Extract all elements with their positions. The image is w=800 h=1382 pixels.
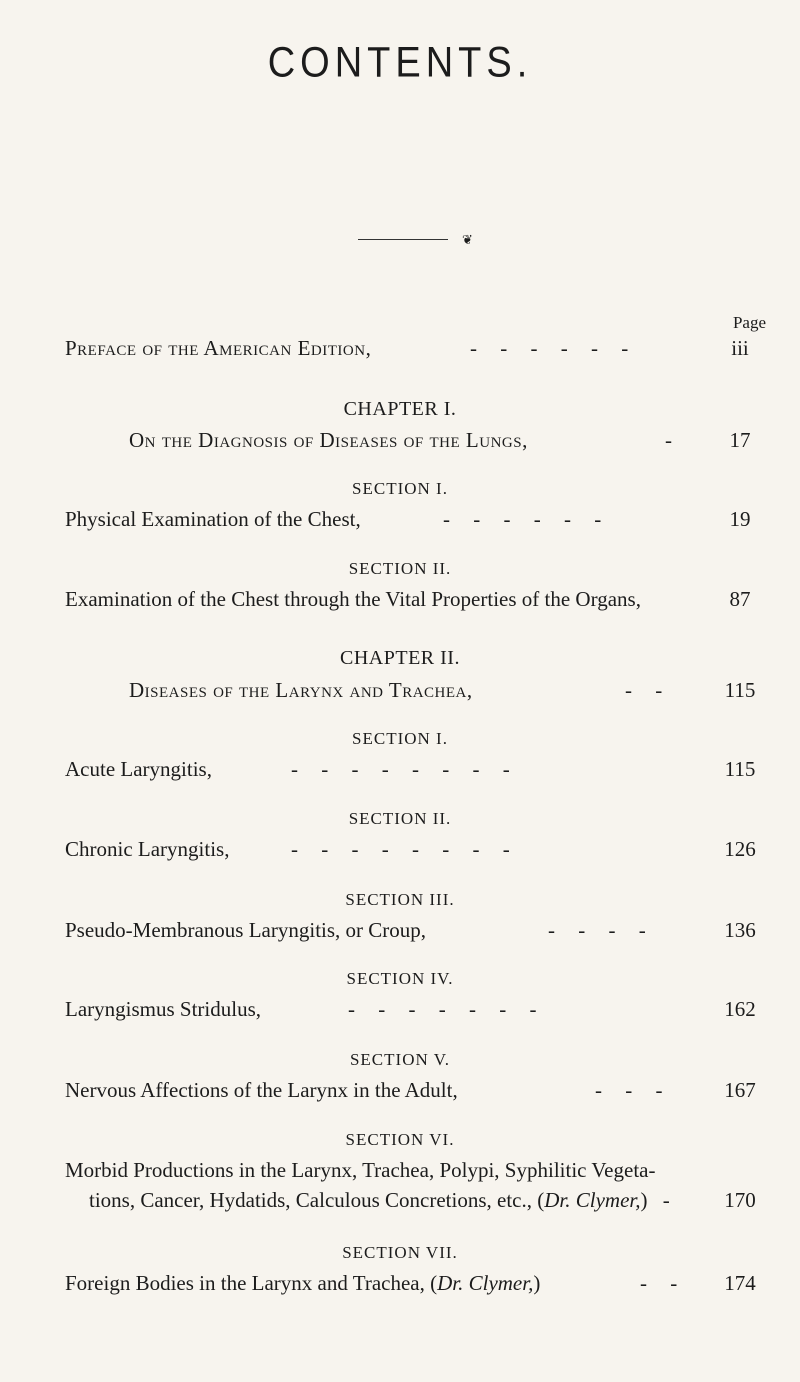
entry-page: iii: [731, 336, 749, 360]
entry-page: 87: [729, 587, 751, 611]
section-heading: SECTION I.: [352, 729, 448, 748]
entry-text-line-1: Morbid Productions in the Larynx, Trachea, Polypi, Syphilitic Vegeta-: [65, 1158, 656, 1182]
section-heading: SECTION VI.: [345, 1130, 455, 1149]
section-heading: SECTION IV.: [346, 969, 454, 988]
entry-leader: - - - - - - - -: [291, 837, 512, 861]
entry-text: Chronic Laryngitis,: [65, 837, 230, 861]
entry-text: Nervous Affections of the Larynx in the Adult,: [65, 1078, 458, 1102]
entry-leader: - -: [640, 1271, 680, 1295]
chapter-heading: CHAPTER I.: [343, 398, 457, 420]
entry-page: 19: [729, 507, 751, 531]
toc-entry-chapter-1[interactable]: [65, 425, 765, 455]
entry-page: 115: [724, 678, 756, 702]
toc-entry-section[interactable]: [65, 1075, 765, 1105]
entry-text: Laryngismus Stridulus,: [65, 997, 262, 1021]
entry-page: 174: [724, 1271, 756, 1295]
title-rule: [358, 239, 448, 240]
entry-leader: - - - -: [548, 918, 648, 942]
ornament-icon: ❦: [462, 232, 473, 247]
toc-entry-section[interactable]: [65, 1155, 765, 1215]
entry-text: Preface of the American Edition,: [65, 336, 372, 360]
page-column-label: Page: [732, 313, 766, 332]
entry-leader: - - - - - -: [443, 507, 604, 531]
entry-leader: - - - - - -: [470, 336, 631, 360]
toc-entry-section[interactable]: [65, 915, 765, 945]
section-heading: SECTION VII.: [342, 1243, 458, 1262]
toc-entry-chapter-2[interactable]: [65, 675, 765, 705]
chapter-heading: CHAPTER II.: [340, 647, 460, 669]
entry-leader: - - - - - - - -: [291, 757, 512, 781]
entry-page: 167: [724, 1078, 756, 1102]
entry-leader: -: [662, 1188, 670, 1212]
author-name: Dr. Clymer,: [544, 1188, 641, 1212]
toc-entry-preface[interactable]: [65, 333, 765, 363]
entry-text: Diseases of the Larynx and Trachea,: [129, 678, 473, 702]
entry-page: 126: [724, 837, 756, 861]
entry-text: Physical Examination of the Chest,: [65, 507, 361, 531]
entry-text-line-2: tions, Cancer, Hydatids, Calculous Concretions, etc., (Dr. Clymer,) -: [89, 1188, 670, 1212]
author-name: Dr. Clymer,: [437, 1271, 534, 1295]
section-heading: SECTION III.: [345, 890, 455, 909]
entry-text: Pseudo-Membranous Laryngitis, or Croup,: [65, 918, 427, 942]
entry-leader: - - - - - - -: [348, 997, 539, 1021]
page-title: CONTENTS.: [267, 39, 533, 87]
entry-leader: - - -: [595, 1078, 665, 1102]
section-heading: SECTION V.: [349, 1050, 451, 1069]
entry-page: 170: [724, 1188, 756, 1212]
entry-page: 136: [724, 918, 756, 942]
entry-page: 17: [729, 428, 751, 452]
entry-text: Acute Laryngitis,: [65, 757, 212, 781]
entry-text: Examination of the Chest through the Vital Properties of the Organs,: [65, 587, 641, 611]
entry-text: On the Diagnosis of Diseases of the Lungs,: [129, 428, 528, 452]
section-heading: SECTION II.: [348, 809, 452, 828]
entry-leader: - -: [625, 678, 665, 702]
entry-page: 162: [724, 997, 756, 1021]
toc-entry-section[interactable]: [65, 584, 765, 614]
entry-text: Foreign Bodies in the Larynx and Trachea, (Dr. Clymer,): [65, 1271, 541, 1295]
toc-entry-section[interactable]: [65, 1268, 765, 1298]
toc-entry-section[interactable]: [65, 504, 765, 534]
toc-entry-section[interactable]: [65, 834, 765, 864]
toc-entry-section[interactable]: [65, 994, 765, 1024]
section-heading: SECTION II.: [348, 559, 452, 578]
toc-entry-section[interactable]: [65, 754, 765, 784]
section-heading: SECTION I.: [352, 479, 448, 498]
entry-leader: -: [665, 428, 674, 452]
entry-page: 115: [724, 757, 756, 781]
